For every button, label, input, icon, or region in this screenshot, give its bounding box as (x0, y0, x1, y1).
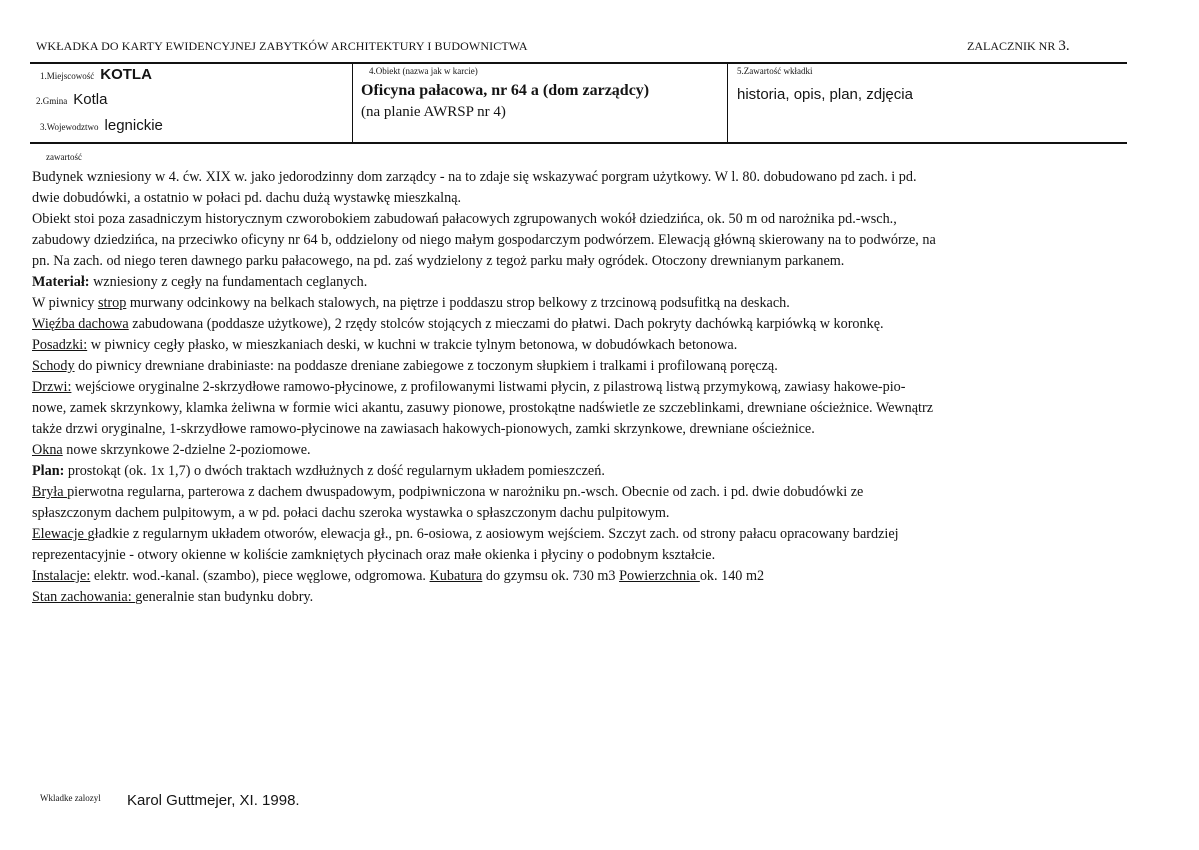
body-line (32, 440, 311, 461)
author-label: Wkladke zalozyl (40, 793, 101, 803)
card-title: WKŁADKA DO KARTY EWIDENCYJNEJ ZABYTKÓW ARCHITEKTURY I BUDOWNICTWA (36, 39, 528, 53)
body-line (32, 461, 605, 482)
body-line (32, 335, 737, 356)
commune-value: Kotla (73, 91, 108, 108)
body-line (32, 566, 764, 587)
body-text-segment: ok. 140 m2 (699, 568, 765, 584)
annex-number-value: 3. (1058, 38, 1070, 54)
annex-number (967, 38, 1070, 55)
body-text-segment: gładkie z regularnym układem otworów, elewacja gł., pn. 6-osiowa, z aosiowym wejściem. Szczyt zach. od strony pałacu opracowany bardziej (87, 526, 899, 542)
body-text-segment: Plan: (32, 463, 65, 479)
body-line (32, 482, 863, 503)
body-text-segment: prostokąt (ok. 1x 1,7) o dwóch traktach wzdłużnych z dość regularnym układem pomieszczeń. (64, 463, 605, 479)
body-text-segment: do gzymsu ok. 730 m3 (482, 568, 620, 584)
body-text-segment: pn. Na zach. od niego teren dawnego parku pałacowego, na pd. zaś wydzielony z tegoż parku mały ogródek. Otoczony drewnianym parkanem. (32, 253, 845, 269)
body-text-segment: nowe, zamek skrzynkowy, klamka żeliwna w formie wici akantu, zasuwy pionowe, prostokątne nadświetle ze szczeblinkami, drewniane ościeżnice. Wewnątrz (32, 400, 934, 416)
object-label: 4.Obiekt (nazwa jak w karcie) (369, 66, 478, 76)
body-text-segment: Schody (32, 358, 75, 374)
town-field (40, 66, 152, 84)
commune-label: 2.Gmina (36, 96, 68, 106)
body-text-segment: Powierzchnia (619, 568, 700, 584)
body-text-segment: zabudowy dziedzińca, na przeciwko oficyny nr 64 b, oddzielony od niego małym gospodarczym podwórzem. Elewacją główną skierowany na to podwórze, na (32, 232, 936, 248)
body-text-segment: w piwnicy cegły płasko, w mieszkaniach deski, w kuchni w trakcie tylnym betonowa, w dobudówkach betonowa. (87, 337, 738, 353)
body-line (32, 209, 897, 230)
body-text-segment: dwie dobudówki, a ostatnio w połaci pd. dachu dużą wystawkę mieszkalną. (32, 190, 462, 206)
section-label: zawartość (46, 152, 82, 162)
body-text-segment: pierwotna regularna, parterowa z dachem dwuspadowym, podpiwniczona w narożniku pn.-wsch. Obecnie od zach. i pd. dwie dobudówki ze (67, 484, 864, 500)
header-top-rule (30, 62, 1127, 64)
body-line (32, 398, 933, 419)
contents-value: historia, opis, plan, zdjęcia (737, 86, 913, 103)
body-text-segment: Kubatura (429, 568, 483, 584)
body-line (32, 167, 917, 188)
body-text-segment: także drzwi oryginalne, 1-skrzydłowe ramowo-płycinowe na zawiasach hakowych-pionowych, zamki skrzynkowe, drewniane ościeżnice. (32, 421, 815, 437)
body-text-segment: Więźba dachowa (32, 316, 129, 332)
object-name: Oficyna pałacowa, nr 64 a (dom zarządcy) (361, 82, 650, 99)
body-line (32, 524, 899, 545)
voivodeship-value: legnickie (104, 117, 163, 134)
body-text-segment: elektr. wod.-kanal. (szambo), piece węglowe, odgromowa. (90, 568, 430, 584)
annex-label: ZALACZNIK NR (967, 39, 1056, 53)
body-text-segment: Elewacje (32, 526, 88, 542)
town-value: KOTLA (100, 66, 152, 83)
body-text-segment: strop (97, 295, 127, 311)
author-value: Karol Guttmejer, XI. 1998. (127, 792, 300, 809)
body-text-segment: Materiał: (32, 274, 90, 290)
object-note: (na planie AWRSP nr 4) (361, 104, 506, 120)
body-text-segment: generalnie stan budynku dobry. (135, 589, 314, 605)
voivodeship-label: 3.Wojewodztwo (40, 122, 99, 132)
column-divider-1 (352, 63, 353, 143)
body-text-segment: Drzwi: (32, 379, 72, 395)
body-text-segment: murwany odcinkowy na belkach stalowych, na piętrze i poddaszu strop belkowy z trzcinową podsufitką na deskach. (126, 295, 790, 311)
body-line (32, 230, 936, 251)
body-text-segment: Okna (32, 442, 63, 458)
body-text-segment: Budynek wzniesiony w 4. ćw. XIX w. jako jedorodzinny dom zarządcy - na to zdaje się wskazywać porgram użytkowy. W l. 80. dobudowano pd zach. i pd. (32, 169, 917, 185)
body-text-segment: nowe skrzynkowe 2-dzielne 2-poziomowe. (62, 442, 311, 458)
voivodeship-field (40, 117, 163, 135)
column-divider-2 (727, 63, 728, 143)
body-line (32, 545, 715, 566)
body-text-segment: Bryła (32, 484, 68, 500)
body-line (32, 587, 313, 608)
body-line (32, 251, 844, 272)
body-text-segment: reprezentacyjnie - otwory okienne w koliście zamkniętych płycinach oraz małe okienka i płyciny o podobnym kształcie. (32, 547, 716, 563)
body-text-segment: spłaszczonym dachem pulpitowym, a w pd. połaci dachu szeroka wystawka o spłaszczonym dachu pulpitowym. (32, 505, 670, 521)
body-text-segment: wejściowe oryginalne 2-skrzydłowe ramowo-płycinowe, z profilowanymi listwami płycin, z pilastrową listwą przymykową, zawiasy hakowe-pio- (71, 379, 906, 395)
body-text-segment: Stan zachowania: (32, 589, 136, 605)
commune-field (36, 91, 107, 109)
body-line (32, 293, 790, 314)
body-text-segment: Instalacje: (32, 568, 91, 584)
contents-label: 5.Zawartość wkładki (737, 66, 813, 76)
body-line (32, 356, 778, 377)
body-text-segment: Posadzki: (32, 337, 88, 353)
body-text-segment: wzniesiony z cegły na fundamentach ceglanych. (89, 274, 368, 290)
body-text-segment: W piwnicy (32, 295, 98, 311)
header-bottom-rule (30, 142, 1127, 144)
body-text-segment: Obiekt stoi poza zasadniczym historycznym czworobokiem zabudowań pałacowych zgrupowanych wokół dziedzińca, ok. 50 m od narożnika pd.-wsch., (32, 211, 897, 227)
body-line (32, 188, 461, 209)
body-text-segment: zabudowana (poddasze użytkowe), 2 rzędy stolców stojących z mieczami do płatwi. Dach pokryty dachówką karpiówką w koronkę. (128, 316, 884, 332)
body-line (32, 314, 884, 335)
body-line (32, 419, 815, 440)
body-line (32, 377, 905, 398)
town-label: 1.Miejscowość (40, 71, 95, 81)
body-text-segment: do piwnicy drewniane drabiniaste: na poddasze dreniane zabiegowe z toczonym słupkiem i tralkami i profilowaną poręczą. (74, 358, 778, 374)
body-line (32, 272, 367, 293)
body-line (32, 503, 669, 524)
